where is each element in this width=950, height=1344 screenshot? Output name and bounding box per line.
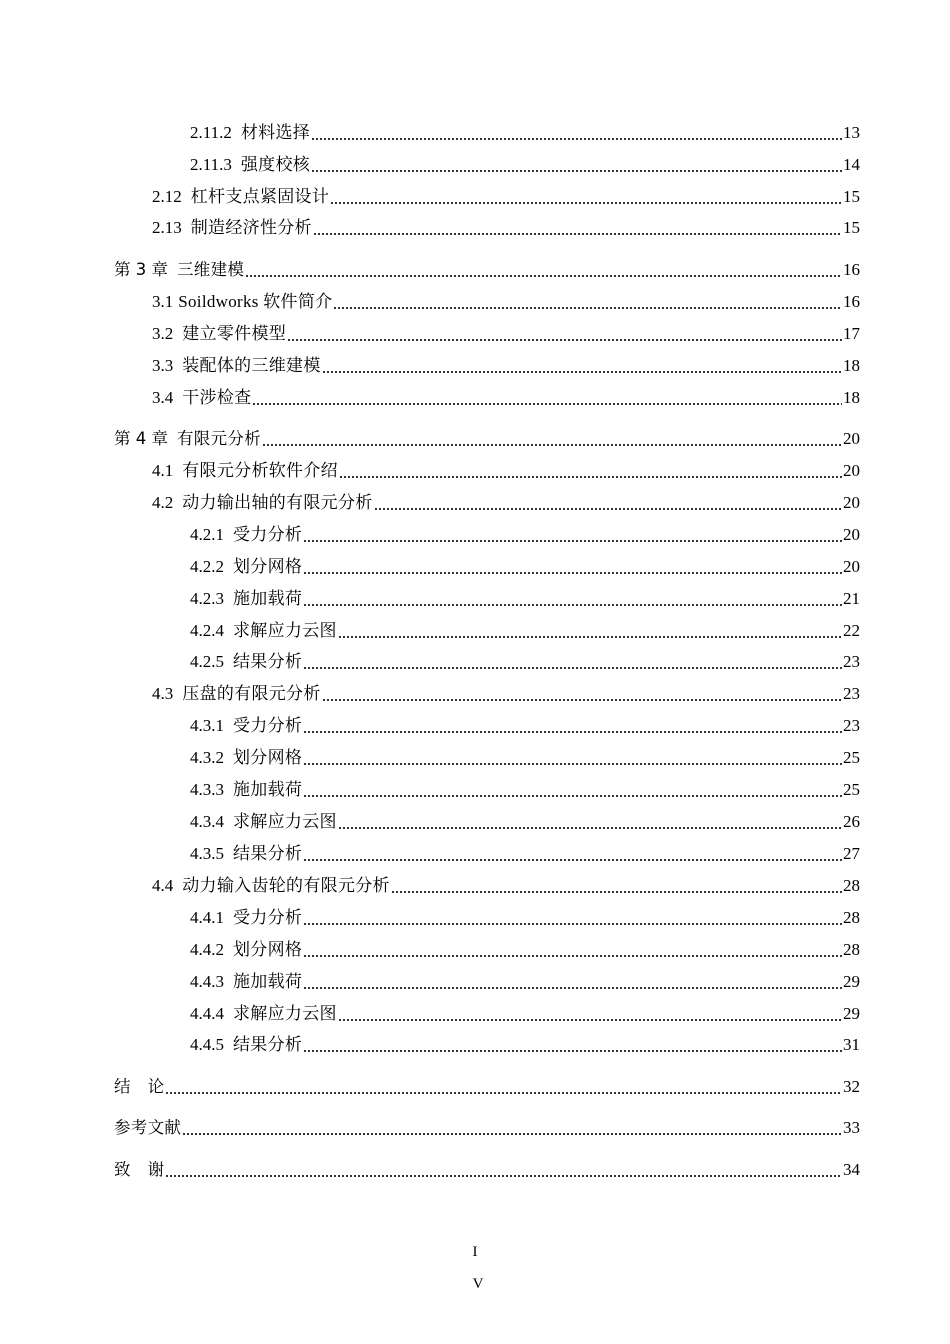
toc-entry[interactable] — [190, 587, 860, 611]
toc-entry-title: 求解应力云图 — [233, 621, 337, 640]
toc-entry-number: 4.1 — [152, 461, 174, 480]
toc-entry-title: 划分网格 — [233, 940, 303, 959]
toc-entry[interactable] — [190, 810, 860, 834]
toc-entry[interactable] — [152, 682, 860, 706]
toc-entry-page: 13 — [843, 123, 860, 142]
toc-entry-number: 2.11.2 — [190, 123, 232, 142]
toc-entry[interactable] — [190, 619, 860, 643]
toc-entry-title: 受力分析 — [233, 525, 303, 544]
toc-entry-title: 结 论 — [114, 1077, 165, 1096]
toc-entry-number: 4.2.5 — [190, 652, 224, 671]
toc-entry-number: 4.2.4 — [190, 621, 224, 640]
dot-leader — [165, 1092, 842, 1094]
toc-entry-page: 28 — [843, 876, 860, 895]
toc-entry-page: 33 — [843, 1118, 860, 1137]
toc-entry[interactable] — [190, 121, 860, 145]
dot-leader — [165, 1175, 842, 1177]
toc-entry-page: 27 — [843, 844, 860, 863]
toc-entry[interactable] — [190, 714, 860, 738]
toc-entry-number: 4.3.4 — [190, 812, 224, 831]
toc-entry-page: 26 — [843, 812, 860, 831]
toc-entry-number: 4.3.1 — [190, 716, 224, 735]
toc-entry-title: 受力分析 — [233, 908, 303, 927]
toc-entry[interactable] — [152, 386, 860, 410]
dot-leader — [303, 763, 842, 765]
dot-leader — [303, 731, 842, 733]
dot-leader — [303, 795, 842, 797]
toc-entry-number: 第 4 章 — [114, 429, 168, 448]
dot-leader — [303, 604, 842, 606]
toc-entry-page: 32 — [843, 1077, 860, 1096]
toc-entry-page: 16 — [843, 260, 860, 279]
dot-leader — [338, 1019, 842, 1021]
toc-entry-title: 制造经济性分析 — [190, 218, 312, 237]
toc-entry[interactable] — [190, 523, 860, 547]
toc-entry-number: 4.2.2 — [190, 557, 224, 576]
toc-entry-title: Soildworks 软件简介 — [178, 292, 333, 311]
toc-entry-title: 受力分析 — [233, 716, 303, 735]
page-number-roman: I — [472, 1244, 478, 1260]
toc-entry-page: 23 — [843, 684, 860, 703]
toc-entry-page: 25 — [843, 748, 860, 767]
toc-entry-page: 21 — [843, 589, 860, 608]
toc-entry[interactable] — [152, 354, 860, 378]
dot-leader — [333, 307, 842, 309]
toc-entry-number: 第 3 章 — [114, 260, 168, 279]
toc-entry[interactable] — [190, 1033, 860, 1057]
toc-references-entry[interactable] — [114, 1116, 860, 1140]
toc-entry-page: 20 — [843, 461, 860, 480]
toc-entry-page: 29 — [843, 972, 860, 991]
toc-entry-number: 4.4 — [152, 876, 174, 895]
toc-entry-title: 动力输出轴的有限元分析 — [182, 493, 373, 512]
dot-leader — [303, 667, 842, 669]
dot-leader — [339, 476, 842, 478]
toc-entry-title: 三维建模 — [177, 260, 245, 279]
toc-entry-page: 20 — [843, 493, 860, 512]
toc-entry-title: 装配体的三维建模 — [182, 356, 321, 375]
toc-entry-number: 4.4.1 — [190, 908, 224, 927]
dot-leader — [313, 233, 842, 235]
toc-entry-number: 4.4.3 — [190, 972, 224, 991]
dot-leader — [182, 1133, 842, 1135]
toc-entry-page: 20 — [843, 525, 860, 544]
toc-entry-title: 参考文献 — [114, 1118, 182, 1137]
toc-entry-number: 3.1 — [152, 292, 174, 311]
dot-leader — [391, 891, 842, 893]
toc-entry-page: 17 — [843, 324, 860, 343]
toc-entry-page: 18 — [843, 388, 860, 407]
dot-leader — [303, 1050, 842, 1052]
toc-entry-title: 杠杆支点紧固设计 — [190, 187, 330, 206]
toc-entry-title: 强度校核 — [240, 155, 311, 174]
page-number-roman-secondary: V — [472, 1276, 484, 1292]
toc-entry-title: 有限元分析软件介绍 — [182, 461, 338, 480]
dot-leader — [374, 508, 842, 510]
toc-entry-title: 施加载荷 — [233, 589, 303, 608]
toc-entry-title: 压盘的有限元分析 — [182, 684, 321, 703]
toc-entry-number: 3.2 — [152, 324, 174, 343]
dot-leader — [245, 275, 842, 277]
toc-entry-title: 求解应力云图 — [233, 812, 337, 831]
toc-entry-number: 3.4 — [152, 388, 174, 407]
toc-entry-page: 28 — [843, 908, 860, 927]
toc-entry-number: 2.11.3 — [190, 155, 232, 174]
dot-leader — [287, 339, 842, 341]
dot-leader — [303, 572, 842, 574]
toc-entry-page: 15 — [843, 218, 860, 237]
toc-entry-number: 4.3.5 — [190, 844, 224, 863]
toc-entry-page: 20 — [843, 429, 860, 448]
toc-entry[interactable] — [152, 874, 860, 898]
toc-entry-page: 23 — [843, 652, 860, 671]
toc-entry-page: 29 — [843, 1004, 860, 1023]
toc-entry-title: 致 谢 — [114, 1160, 165, 1179]
toc-entry[interactable] — [152, 322, 860, 346]
toc-entry-page: 14 — [843, 155, 860, 174]
toc-entry-title: 施加载荷 — [233, 972, 303, 991]
toc-entry-number: 4.4.5 — [190, 1035, 224, 1054]
toc-entry[interactable] — [190, 153, 860, 177]
dot-leader — [303, 923, 842, 925]
dot-leader — [303, 955, 842, 957]
dot-leader — [330, 202, 842, 204]
toc-entry[interactable] — [190, 970, 860, 994]
toc-entry-page: 28 — [843, 940, 860, 959]
toc-chapter-entry[interactable] — [114, 427, 860, 451]
toc-entry-title: 划分网格 — [233, 557, 303, 576]
dot-leader — [322, 699, 842, 701]
toc-entry[interactable] — [190, 906, 860, 930]
toc-entry[interactable] — [190, 746, 860, 770]
dot-leader — [303, 540, 842, 542]
dot-leader — [262, 444, 842, 446]
dot-leader — [311, 170, 842, 172]
toc-entry[interactable] — [190, 938, 860, 962]
toc-entry-title: 施加载荷 — [233, 780, 303, 799]
toc-entry-number: 4.2.1 — [190, 525, 224, 544]
toc-acknowledgements-entry[interactable] — [114, 1158, 860, 1182]
toc-entry[interactable] — [190, 778, 860, 802]
toc-entry-title: 有限元分析 — [177, 429, 261, 448]
toc-entry-number: 4.2.3 — [190, 589, 224, 608]
toc-entry[interactable] — [152, 185, 860, 209]
toc-chapter-entry[interactable] — [114, 258, 860, 282]
toc-entry-title: 材料选择 — [240, 123, 311, 142]
toc-entry-page: 25 — [843, 780, 860, 799]
dot-leader — [338, 827, 842, 829]
toc-entry-number: 4.3 — [152, 684, 174, 703]
toc-conclusion-entry[interactable] — [114, 1075, 860, 1099]
dot-leader — [303, 987, 842, 989]
toc-entry-page: 34 — [843, 1160, 860, 1179]
toc-entry-title: 结果分析 — [233, 844, 303, 863]
toc-entry-title: 干涉检查 — [182, 388, 252, 407]
toc-entry-page: 22 — [843, 621, 860, 640]
toc-entry-number: 4.3.3 — [190, 780, 224, 799]
dot-leader — [338, 636, 842, 638]
toc-entry[interactable] — [190, 555, 860, 579]
toc-entry-title: 结果分析 — [233, 1035, 303, 1054]
toc-entry-title: 划分网格 — [233, 748, 303, 767]
toc-entry-page: 16 — [843, 292, 860, 311]
toc-entry-number: 4.2 — [152, 493, 174, 512]
toc-entry-number: 2.12 — [152, 187, 182, 206]
toc-entry-page: 31 — [843, 1035, 860, 1054]
dot-leader — [303, 859, 842, 861]
toc-entry[interactable] — [190, 842, 860, 866]
toc-entry-number: 2.13 — [152, 218, 182, 237]
toc-entry-number: 4.3.2 — [190, 748, 224, 767]
toc-entry[interactable] — [152, 459, 860, 483]
toc-entry-title: 动力输入齿轮的有限元分析 — [182, 876, 390, 895]
dot-leader — [322, 371, 842, 373]
toc-entry-page: 20 — [843, 557, 860, 576]
toc-entry-title: 求解应力云图 — [233, 1004, 337, 1023]
toc-entry-number: 4.4.2 — [190, 940, 224, 959]
toc-entry[interactable] — [190, 1002, 860, 1026]
toc-entry[interactable] — [152, 491, 860, 515]
toc-entry-page: 23 — [843, 716, 860, 735]
toc-entry[interactable] — [152, 216, 860, 240]
toc-entry-page: 15 — [843, 187, 860, 206]
toc-entry[interactable] — [190, 650, 860, 674]
toc-entry-number: 4.4.4 — [190, 1004, 224, 1023]
toc-entry-page: 18 — [843, 356, 860, 375]
toc-entry-title: 结果分析 — [233, 652, 303, 671]
dot-leader — [311, 138, 842, 140]
toc-entry-title: 建立零件模型 — [182, 324, 287, 343]
toc-entry[interactable] — [152, 290, 860, 314]
dot-leader — [252, 403, 842, 405]
toc-entry-number: 3.3 — [152, 356, 174, 375]
